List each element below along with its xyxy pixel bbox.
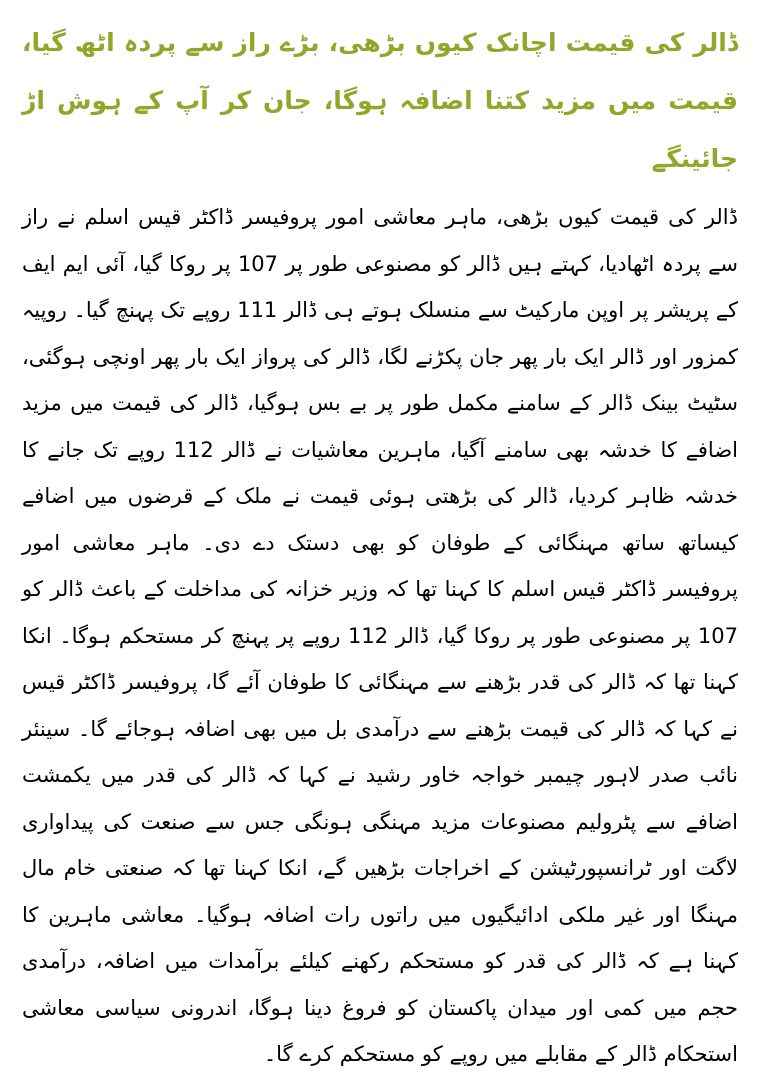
article-body: ڈالر کی قیمت کیوں بڑھی، ماہر معاشی امور پروفیسر ڈاکٹر قیس اسلم نے راز سے پردہ اٹھادیا، کہتے ہیں ڈالر کو مصنوعی طور پر 107 پر روکا گیا، آئی ایم ایف کے پریشر پر اوپن مارکیٹ سے منسلک ہوتے ہی ڈالر 111 روپے تک پہنچ گیا۔ روپیہ کمزور اور ڈالر ایک بار پھر جان پکڑنے لگا، ڈالر کی پرواز ایک بار پھر اونچی ہوگئی، سٹیٹ بینک ڈالر کے سامنے مکمل طور پر بے بس ہوگیا، ڈالر کی قیمت میں مزید اضافے کا خدشہ بھی سامنے آگیا، ماہرین معاشیات نے ڈالر 112 روپے تک جانے کا خدشہ ظاہر کردیا، ڈالر کی بڑھتی ہوئی قیمت نے ملک کے قرضوں میں اضافے کیساتھ ساتھ مہنگائی کے طوفان کو بھی دستک دے دی۔ ماہر معاشی امور پروفیسر ڈاکٹر قیس اسلم کا کہنا تھا کہ وزیر خزانہ کی مداخلت کے باعث ڈالر کو 107 پر مصنوعی طور پر روکا گیا، ڈالر 112 روپے پر پہنچ کر مستحکم ہوگا۔ انکا کہنا تھا کہ ڈالر کی قدر بڑھنے سے مہنگائی کا طوفان آئے گا، پروفیسر ڈاکٹر قیس نے کہا کہ ڈالر کی قیمت بڑھنے سے درآمدی بل میں بھی اضافہ ہوجائے گا۔ سینئر نائب صدر لاہور چیمبر خواجہ خاور رشید نے کہا کہ ڈالر کی قدر میں یکمشت اضافے سے پٹرولیم مصنوعات مزید مہنگی ہونگی جس سے صنعت کی پیداواری لاگت اور ٹرانسپورٹیشن کے اخراجات بڑھیں گے، انکا کہنا تھا کہ صنعتی خام مال مہنگا اور غیر ملکی ادائیگیوں میں راتوں رات اضافہ ہوگیا۔ معاشی ماہرین کا کہنا ہے کہ ڈالر کی قدر کو مستحکم رکھنے کیلئے برآمدات میں اضافہ، درآمدی حجم میں کمی اور میدان پاکستان کو فروغ دینا ہوگا، اندرونی سیاسی معاشی استحکام ڈالر کے مقابلے میں روپے کو مستحکم کرے گا۔ xyxy=(22,205,738,1066)
article-headline: ڈالر کی قیمت اچانک کیوں بڑھی، بڑے راز سے پردہ اٹھ گیا، قیمت میں مزید کتنا اضافہ ہوگا، جان کر آپ کے ہوش اڑ جائینگے xyxy=(22,28,738,173)
